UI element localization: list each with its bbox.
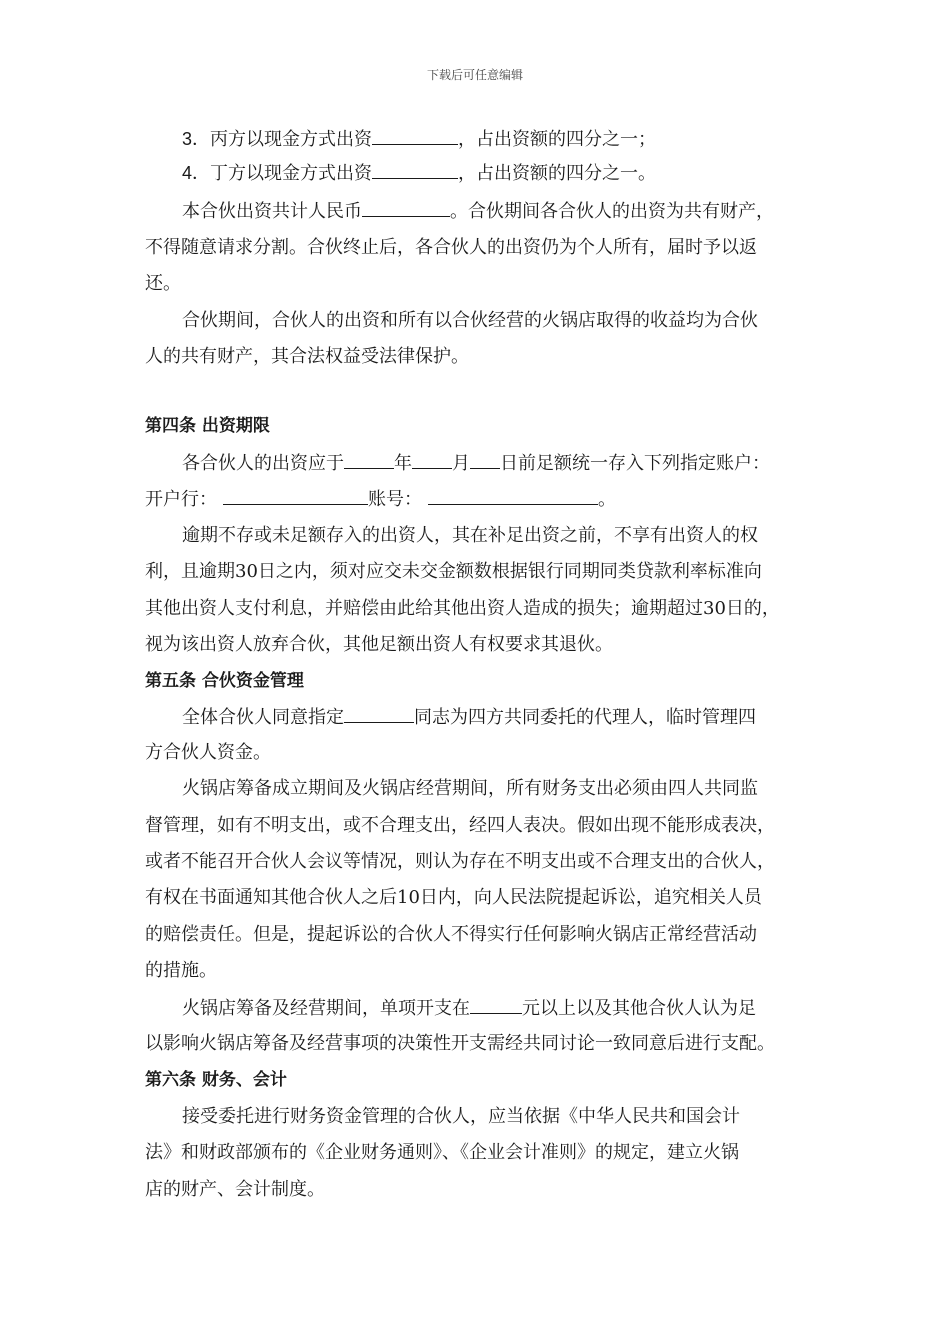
- expense-limit-line: 火锅店筹备及经营期间，单项开支在 元以上以及其他合伙人认为足: [182, 998, 756, 1019]
- section-title-6: 第六条 财务、会计: [145, 1070, 287, 1090]
- paragraph-line: 店的财产、会计制度。: [145, 1179, 325, 1200]
- paragraph-line: 不得随意请求分割。合伙终止后，各合伙人的出资仍为个人所有，届时予以返: [145, 237, 757, 258]
- paragraph-line: 其他出资人支付利息，并赔偿由此给其他出资人造成的损失；逾期超过30日的，: [145, 598, 780, 619]
- expense-amount-blank[interactable]: [470, 997, 522, 1014]
- paragraph-line: 以影响火锅店筹备及经营事项的决策性开支需经共同讨论一致同意后进行支配。: [145, 1033, 775, 1054]
- year-blank[interactable]: [344, 452, 394, 469]
- paragraph-line: 利，且逾期30日之内，须对应交未交金额数根据银行同期同类贷款利率标准向: [145, 561, 762, 582]
- paragraph-line: 有权在书面通知其他合伙人之后10日内，向人民法院提起诉讼，追究相关人员: [145, 887, 762, 908]
- account-line: 开户行： 账号： 。: [145, 489, 616, 510]
- paragraph-line: 逾期不存或未足额存入的出资人，其在补足出资之前，不享有出资人的权: [182, 525, 758, 546]
- agent-line: 全体合伙人同意指定 同志为四方共同委托的代理人，临时管理四: [182, 707, 756, 728]
- deadline-line: 各合伙人的出资应于 年 月 日前足额统一存入下列指定账户：: [182, 453, 770, 474]
- clause-item-3: 3．丙方以现金方式出资 ，占出资额的四分之一；: [182, 129, 657, 150]
- paragraph-line: 接受委托进行财务资金管理的合伙人，应当依据《中华人民共和国会计: [182, 1106, 740, 1127]
- paragraph-line: 合伙期间，合伙人的出资和所有以合伙经营的火锅店取得的收益均为合伙: [182, 310, 758, 331]
- paragraph-line: 火锅店筹备成立期间及火锅店经营期间，所有财务支出必须由四人共同监: [182, 778, 758, 799]
- total-amount-blank[interactable]: [362, 200, 450, 217]
- amount-blank[interactable]: [372, 162, 458, 179]
- section-title-4: 第四条 出资期限: [145, 416, 270, 436]
- paragraph-line: 的赔偿责任。但是，提起诉讼的合伙人不得实行任何影响火锅店正常经营活动: [145, 924, 757, 945]
- bank-blank[interactable]: [223, 488, 368, 505]
- paragraph-line: 还。: [145, 273, 181, 294]
- paragraph-line: 人的共有财产，其合法权益受法律保护。: [145, 346, 469, 367]
- clause-item-4: 4．丁方以现金方式出资 ，占出资额的四分之一。: [182, 163, 657, 184]
- paragraph-line: 法》和财政部颁布的《企业财务通则》、《企业会计准则》的规定，建立火锅: [145, 1142, 739, 1163]
- paragraph-line: 方合伙人资金。: [145, 742, 271, 763]
- agent-name-blank[interactable]: [344, 706, 414, 723]
- month-blank[interactable]: [412, 452, 452, 469]
- page-header: 下载后可任意编辑: [426, 68, 523, 82]
- paragraph-line: 的措施。: [145, 960, 217, 981]
- paragraph-line: 或者不能召开合伙人会议等情况，则认为存在不明支出或不合理支出的合伙人，: [145, 851, 775, 872]
- section-title-5: 第五条 合伙资金管理: [145, 671, 304, 691]
- account-number-blank[interactable]: [428, 488, 598, 505]
- day-blank[interactable]: [470, 452, 500, 469]
- paragraph-line: 督管理，如有不明支出，或不合理支出，经四人表决。假如出现不能形成表决，: [145, 815, 775, 836]
- paragraph-line: 视为该出资人放弃合伙，其他足额出资人有权要求其退伙。: [145, 634, 613, 655]
- total-capital-line: 本合伙出资共计人民币 。合伙期间各合伙人的出资为共有财产，: [182, 201, 774, 222]
- amount-blank[interactable]: [372, 128, 458, 145]
